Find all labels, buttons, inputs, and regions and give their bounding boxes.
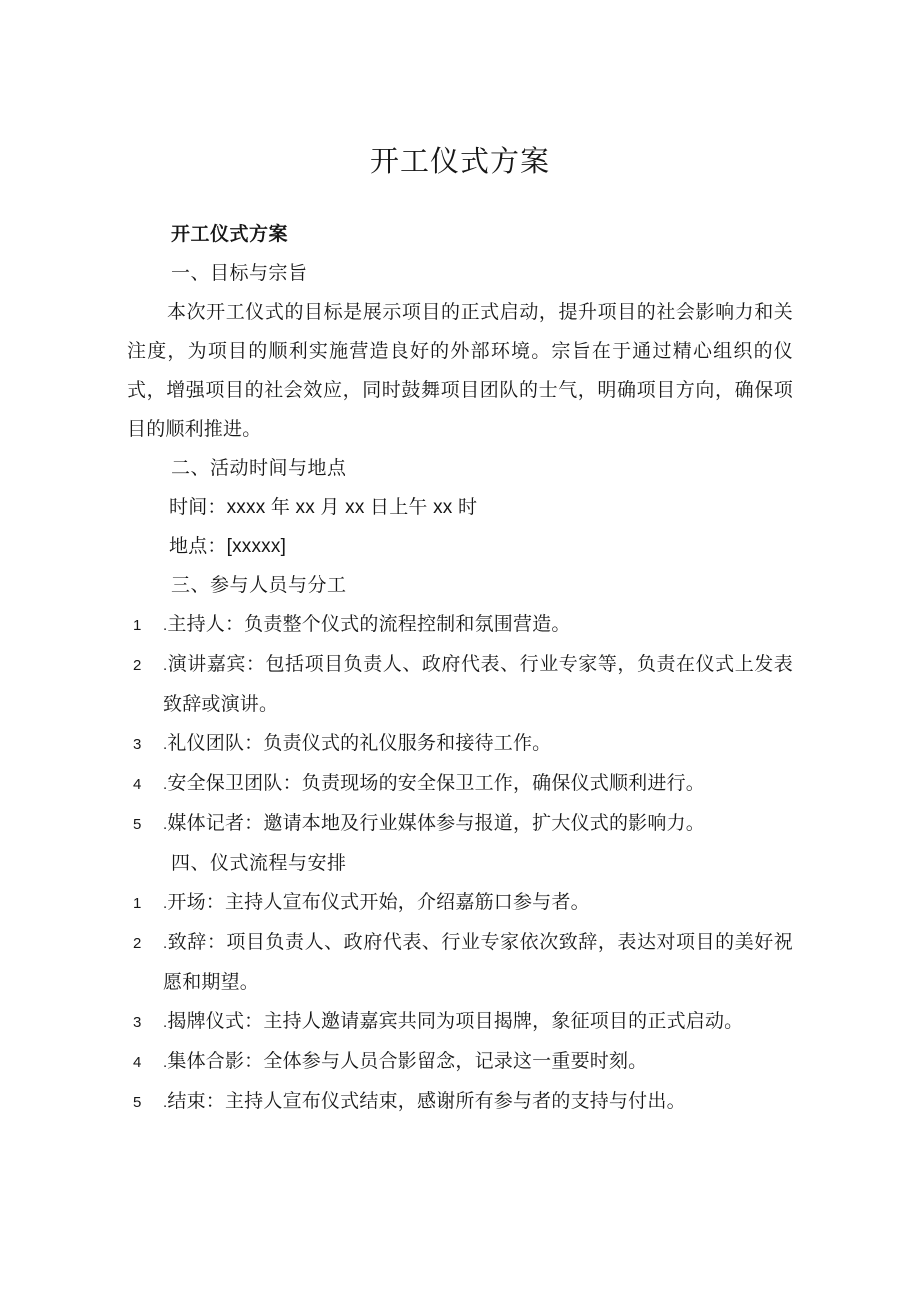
list-item-dot: .	[163, 935, 168, 952]
time-line: 时间：xxxx 年 xx 月 xx 日上午 xx 时	[169, 497, 478, 518]
list-item-dot: .	[163, 816, 168, 833]
list-item-number: 3	[133, 736, 142, 753]
list-item-number: 5	[133, 1094, 142, 1111]
list-item-text: 演讲嘉宾：包括项目负责人、政府代表、行业专家等，负责在仪式上发表致辞或演讲。	[163, 654, 793, 715]
list-item-text: 礼仪团队：负责仪式的礼仪服务和接待工作。	[167, 733, 552, 754]
list-item-number: 3	[133, 1014, 142, 1031]
document-content	[127, 0, 793, 1122]
list-item-dot: .	[163, 1094, 168, 1111]
document-title: 开工仪式方案	[369, 146, 550, 178]
list-item-dot: .	[163, 736, 168, 753]
list-item	[127, 764, 793, 804]
list-item-dot: .	[163, 776, 168, 793]
section-heading: 一、目标与宗旨	[171, 263, 308, 284]
list-item	[127, 883, 793, 923]
list-item	[127, 804, 793, 844]
list-item-dot: .	[163, 617, 168, 634]
list-item-dot: .	[163, 1054, 168, 1071]
list-item-text: 集体合影：全体参与人员合影留念，记录这一重要时刻。	[167, 1051, 648, 1072]
list-item-number: 1	[133, 617, 142, 634]
list-item-number: 5	[133, 816, 142, 833]
section-participants	[127, 566, 793, 844]
list-item	[127, 923, 793, 1002]
list-item	[127, 724, 793, 764]
list-item-text: 致辞：项目负责人、政府代表、行业专家依次致辞，表达对项目的美好祝愿和期望。	[163, 932, 793, 993]
document-subtitle: 开工仪式方案	[171, 224, 289, 245]
list-item-text: 揭牌仪式：主持人邀请嘉宾共同为项目揭牌，象征项目的正式启动。	[167, 1011, 744, 1032]
section-procedure	[127, 844, 793, 1122]
list-item-dot: .	[163, 1014, 168, 1031]
section-heading: 三、参与人员与分工	[171, 575, 347, 596]
list-item-text: 安全保卫团队：负责现场的安全保卫工作，确保仪式顺利进行。	[167, 773, 705, 794]
list-item-number: 2	[133, 657, 142, 674]
list-item-dot: .	[163, 895, 168, 912]
list-item	[127, 605, 793, 645]
list-item-text: 开场：主持人宣布仪式开始，介绍嘉筋口参与者。	[167, 892, 590, 913]
place-line: 地点：[xxxxx]	[169, 536, 287, 557]
list-item-text: 主持人：负责整个仪式的流程控制和氛围营造。	[167, 614, 571, 635]
list-item-number: 4	[133, 776, 142, 793]
list-item-dot: .	[163, 657, 168, 674]
section-paragraph: 本次开工仪式的目标是展示项目的正式启动，提升项目的社会影响力和关注度，为项目的顺利实施营造良好的外部环境。宗旨在于通过精心组织的仪式，增强项目的社会效应，同时鼓舞项目团队的士气，明确项目方向，确保项目的顺利推进。	[127, 302, 793, 440]
section-time-place	[127, 449, 793, 566]
list-item-text: 媒体记者：邀请本地及行业媒体参与报道，扩大仪式的影响力。	[167, 813, 705, 834]
list-item-text: 结束：主持人宣布仪式结束，感谢所有参与者的支持与付出。	[167, 1091, 686, 1112]
list-item	[127, 1042, 793, 1082]
section-goals	[127, 254, 793, 449]
list-item-number: 4	[133, 1054, 142, 1071]
list-item-number: 2	[133, 935, 142, 952]
section-heading: 四、仪式流程与安排	[171, 853, 347, 874]
list-item	[127, 1002, 793, 1042]
list-item	[127, 1082, 793, 1122]
list-item	[127, 645, 793, 724]
list-item-number: 1	[133, 895, 142, 912]
section-heading: 二、活动时间与地点	[171, 458, 347, 479]
